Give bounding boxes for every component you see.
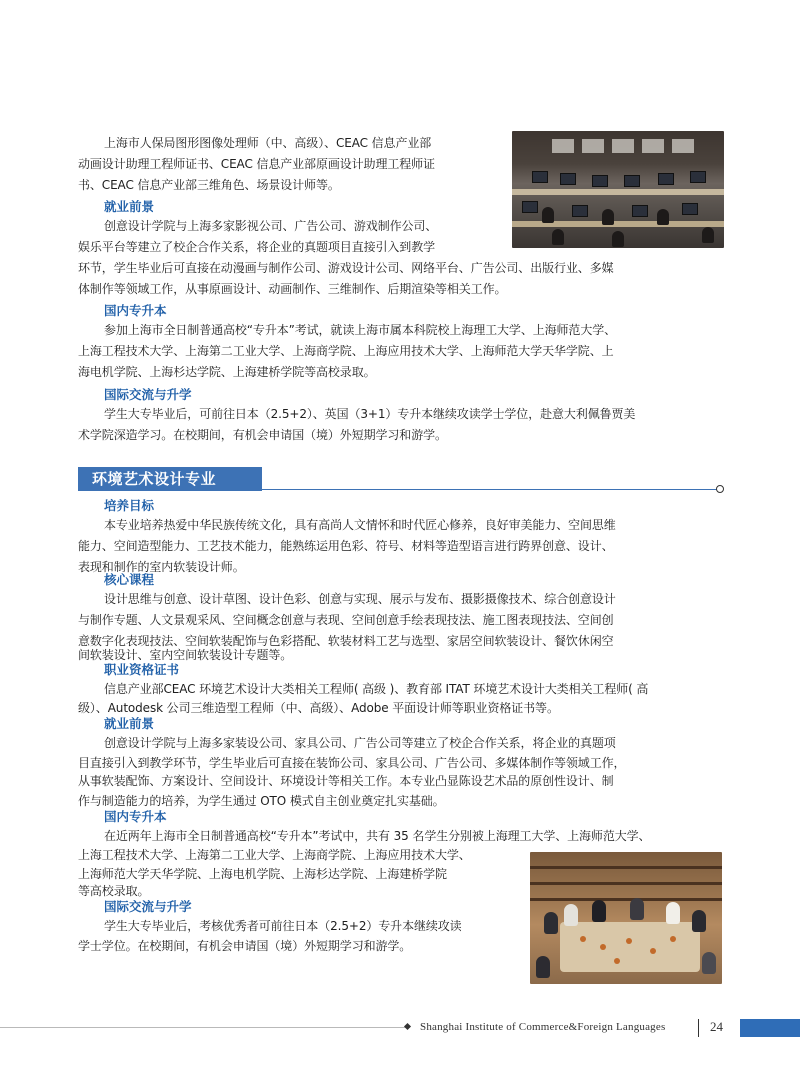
cert-line-1: 信息产业部CEAC 环境艺术设计大类相关工程师( 高级 )、教育部 ITAT 环境艺术设计大类相关工程师( 高 [104, 682, 649, 696]
career-line-1: 创意设计学院与上海多家影视公司、广告公司、游戏制作公司、 [104, 219, 438, 233]
career2-line-3: 从事软装配饰、方案设计、空间设计、环境设计等相关工作。本专业凸显陈设艺术品的原创性设计、制 [78, 774, 614, 788]
career2-line-2: 目直接引入到教学环节，学生毕业后可直接在装饰公司、家具公司、广告公司、多媒体制作等领域工作， [78, 756, 626, 770]
page-number: 24 [710, 1019, 723, 1034]
text-line: 动画设计助理工程师证书、CEAC 信息产业部原画设计助理工程师证 [78, 157, 435, 171]
upgrade-line-3: 海电机学院、上海杉达学院、上海建桥学院等高校录取。 [78, 365, 376, 379]
goal-line-2: 能力、空间造型能力、工艺技术能力，能熟练运用色彩、符号、材料等造型语言进行跨界创意、设计、 [78, 539, 614, 553]
footer-separator [698, 1019, 699, 1037]
career-line-2: 娱乐平台等建立了校企合作关系，将企业的真题项目直接引入到教学 [78, 240, 436, 254]
upgrade-line-2: 上海工程技术大学、上海第二工业大学、上海商学院、上海应用技术大学、上海师范大学天华学院、上 [78, 344, 614, 358]
career-line-3: 环节，学生毕业后可直接在动漫画与制作公司、游戏设计公司、网络平台、广告公司、出版行业、多媒 [78, 261, 614, 275]
cert-paragraph-animation-cont [78, 154, 508, 175]
footer-rule [0, 1027, 406, 1028]
text-line: 书、CEAC 信息产业部三维角色、场景设计师等。 [78, 178, 340, 192]
heading-career: 就业前景 [104, 199, 155, 214]
footer-school-name: Shanghai Institute of Commerce&Foreign Languages [420, 1021, 666, 1033]
upgrade-line-1: 参加上海市全日制普通高校“专升本”考试，就读上海市属本科院校上海理工大学、上海师范大学、 [104, 323, 617, 337]
core-line-4: 间软装设计、室内空间软装设计专题等。 [78, 648, 293, 662]
text-line: 上海市人保局图形图像处理师（中、高级）、CEAC 信息产业部 [104, 136, 432, 150]
career-line-4: 体制作等领域工作，从事原画设计、动画制作、三维制作、后期渲染等相关工作。 [78, 282, 507, 296]
cert-paragraph-animation [104, 133, 508, 154]
intl2-line-2: 学士学位。在校期间，有机会申请国（境）外短期学习和游学。 [78, 939, 412, 953]
goal-line-3: 表现和制作的室内软装设计师。 [78, 560, 245, 574]
intl-line-2: 术学院深造学习。在校期间，有机会申请国（境）外短期学习和游学。 [78, 428, 447, 442]
cert-paragraph-animation-end [78, 175, 508, 196]
footer-diamond-icon [404, 1023, 411, 1030]
upgrade2-line-1: 在近两年上海市全日制普通高校“专升本”考试中，共有 35 名学生分别被上海理工大学、上海师范大学、 [104, 829, 651, 843]
heading-cert: 职业资格证书 [104, 662, 180, 677]
heading-upgrade-2: 国内专升本 [104, 809, 167, 824]
core-line-1: 设计思维与创意、设计草图、设计色彩、创意与实现、展示与发布、摄影摄像技术、综合创意设计 [104, 592, 616, 606]
workshop-photo [530, 852, 722, 984]
footer-accent-bar [740, 1019, 800, 1037]
intl-line-1: 学生大专毕业后，可前往日本（2.5+2）、英国（3+1）专升本继续攻读学士学位，赴意大利佩鲁贾美 [104, 407, 636, 421]
heading-intl: 国际交流与升学 [104, 387, 192, 402]
core-line-2: 与制作专题、人文景观采风、空间概念创意与表现、空间创意手绘表现技法、施工图表现技法、空间创 [78, 613, 614, 627]
upgrade2-line-4: 等高校录取。 [78, 884, 150, 898]
career2-line-1: 创意设计学院与上海多家装设公司、家具公司、广告公司等建立了校企合作关系，将企业的真题项 [104, 736, 616, 750]
section-banner [78, 467, 262, 491]
divider-end-circle [716, 485, 724, 493]
computer-lab-photo [512, 131, 724, 248]
section-title: 环境艺术设计专业 [92, 470, 217, 488]
section-divider [262, 489, 718, 490]
heading-goal: 培养目标 [104, 498, 155, 513]
heading-core: 核心课程 [104, 572, 155, 587]
heading-intl-2: 国际交流与升学 [104, 899, 192, 914]
career2-line-4: 作与制造能力的培养，为学生通过 OTO 模式自主创业奠定扎实基础。 [78, 794, 445, 808]
goal-line-1: 本专业培养热爱中华民族传统文化，具有高尚人文情怀和时代匠心修养，良好审美能力、空间思维 [104, 518, 616, 532]
heading-career-2: 就业前景 [104, 716, 155, 731]
core-line-3: 意数字化表现技法、空间软装配饰与色彩搭配、软装材料工艺与选型、家居空间软装设计、餐饮休闲空 [78, 634, 614, 648]
heading-upgrade: 国内专升本 [104, 303, 167, 318]
upgrade2-line-3: 上海师范大学天华学院、上海电机学院、上海杉达学院、上海建桥学院 [78, 867, 447, 881]
upgrade2-line-2: 上海工程技术大学、上海第二工业大学、上海商学院、上海应用技术大学、 [78, 848, 471, 862]
intl2-line-1: 学生大专毕业后，考核优秀者可前往日本（2.5+2）专升本继续攻读 [104, 919, 462, 933]
cert-line-2: 级）、Autodesk 公司三维造型工程师（中、高级）、Adobe 平面设计师等职业资格证书等。 [78, 701, 559, 715]
